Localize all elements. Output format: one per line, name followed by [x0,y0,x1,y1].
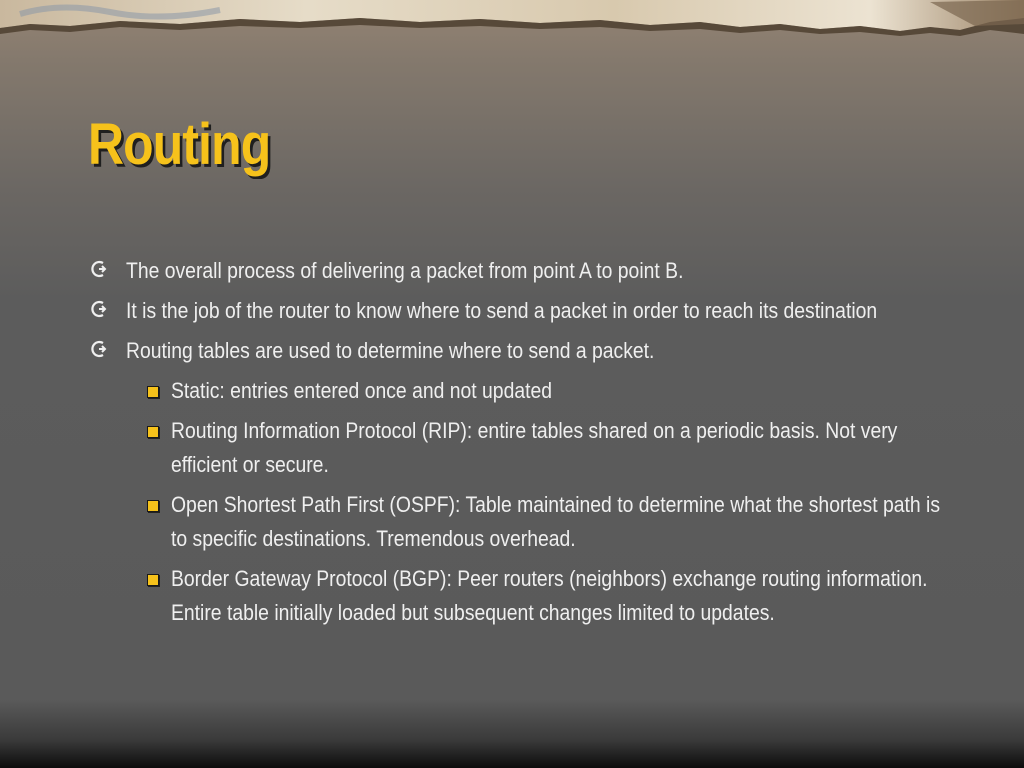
bullet-item [88,562,958,630]
bullet-item [88,294,958,328]
bullet-item [88,414,958,482]
bullet-text: Routing tables are used to determine where to send a packet. [126,338,655,363]
bullet-item [88,334,958,368]
bullet-text: Routing Information Protocol (RIP): entire tables shared on a periodic basis. Not very efficient or secure. [171,418,898,477]
bullet-item [88,254,958,288]
yellow-square-bullet-icon [147,500,159,512]
bullet-text: Static: entries entered once and not updated [171,378,553,403]
bullet-text: Border Gateway Protocol (BGP): Peer routers (neighbors) exchange routing information. Entire table initially loaded but subsequent changes limited to updates. [171,566,928,625]
yellow-square-bullet-icon [147,386,159,398]
bullet-text: The overall process of delivering a packet from point A to point B. [126,258,684,283]
curved-arrow-bullet-icon [88,339,108,359]
yellow-square-bullet-icon [147,574,159,586]
slide-title: Routing [88,112,271,177]
curved-arrow-bullet-icon [88,299,108,319]
bullet-item [88,374,958,408]
yellow-square-bullet-icon [147,426,159,438]
bullet-text: Open Shortest Path First (OSPF): Table maintained to determine what the shortest path is to specific destinations. Tremendous overhead. [171,492,941,551]
curved-arrow-bullet-icon [88,259,108,279]
bullet-text: It is the job of the router to know where to send a packet in order to reach its destination [126,298,878,323]
bullet-item [88,488,958,556]
decorative-torn-paper-banner [0,0,1024,38]
bullet-list [88,254,958,636]
